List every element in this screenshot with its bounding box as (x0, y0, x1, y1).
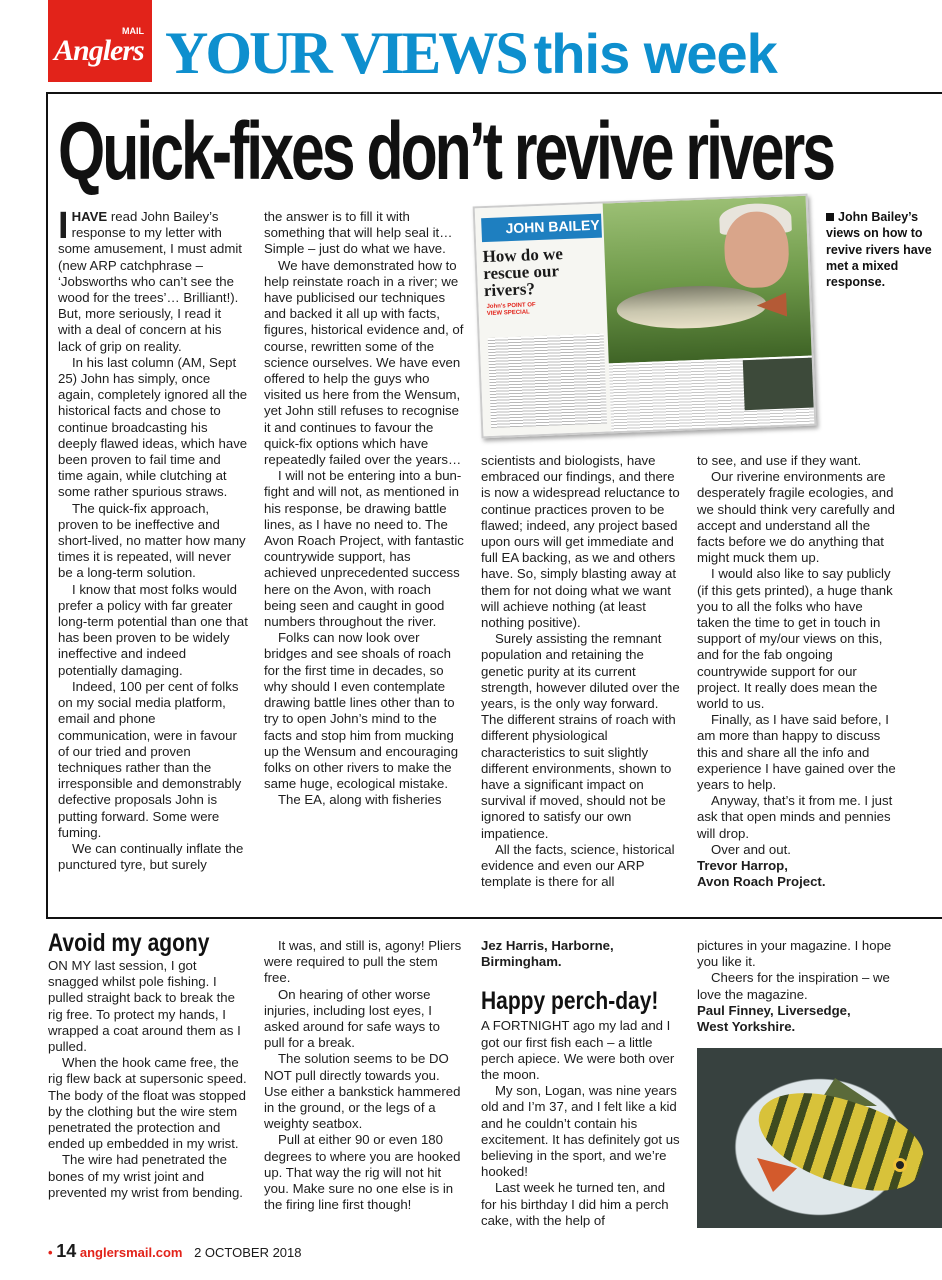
logo-mail-text: MAIL (122, 26, 144, 36)
letter2-column-2 (264, 938, 464, 1213)
magazine-thumbnail (743, 358, 815, 411)
letter3-column-1 (481, 938, 681, 1229)
perch-fin (757, 1158, 797, 1192)
letter1-paragraph: to see, and use if they want. (697, 453, 862, 468)
letter1-signature-org: Avon Roach Project. (697, 874, 826, 890)
point-of-view-label: John’s POINT OF VIEW SPECIAL (486, 302, 536, 318)
letter1-paragraph: We can continually inflate the punctured tyre, but surely (58, 840, 244, 873)
footer-site-link[interactable]: anglersmail.com (79, 1245, 183, 1260)
letter2-signature-name: Jez Harris, Harborne, (481, 938, 614, 953)
letter2-column-1 (48, 928, 248, 1201)
letter3-paragraph: A FORTNIGHT ago my lad and I got our first fish each – a little perch apiece. We were both over the moon. (481, 1018, 675, 1083)
letter1-paragraph: IHAVE read John Bailey’s response to my letter with some amusement, I must admit (new ARP catchphrase – ‘Jobsworths who can’t see the wood for the trees’… Brilliant!). But, more seriously, I read it with a deal of concern at his lack of grip on reality. (58, 205, 242, 354)
perch-cake-photo (697, 1048, 942, 1228)
letter1-paragraph: Folks can now look over bridges and see shoals of roach for the first time in decades, so why should I even contemplate drawing battle lines other than to try to open John’s mind to the facts and stop him from mucking up the Wensum and encouraging folks on other rivers to make the same huge, ecological mistake. (264, 630, 459, 792)
page-number: 14 (56, 1241, 77, 1261)
letter1-signature-name: Trevor Harrop, (697, 858, 788, 874)
letter1-paragraph: In his last column (AM, Sept 25) John has simply, once again, completely ignored all the historical facts and chose to continue broadcasting his deeply flawed ideas, which have been proven to fail time and time again, while clutching at some rather spurious straws. (58, 354, 248, 500)
letter1-paragraph: Surely assisting the remnant population and retaining the genetic purity at its current strength, however diluted over the years, is the only way forward. The different strains of roach with different physiological characteristics to suit slightly different environments, shown to have a significant impact on survival if moved, should not be ignored to satisfy our own impatience. (481, 631, 680, 841)
letter1-column-1 (58, 205, 248, 873)
letter1-paragraph: I know that most folks would prefer a policy with far greater long-term potential than one that has been proven to be widely ineffective and indeed potentially damaging. (58, 581, 248, 678)
letter2-paragraph: On hearing of other worse injuries, including lost eyes, I asked around for safe ways to pull for a break. (264, 986, 440, 1051)
letter1-column-2 (264, 209, 464, 809)
anglers-mail-logo (48, 0, 152, 82)
letter2-paragraph: Pull at either 90 or even 180 degrees to where you are hooked up. That way the rig will not hit you. Make sure no one else is in the firing line first though! (264, 1132, 461, 1213)
letter2-signature-place: Birmingham. (481, 954, 562, 970)
letter3-signature-place: West Yorkshire. (697, 1019, 796, 1035)
letter3-paragraph: pictures in your magazine. I hope you like it. (697, 938, 892, 970)
banner-your-views: YOUR VIEWS (165, 20, 526, 86)
main-headline: Quick-fixes don’t revive rivers (58, 106, 834, 197)
letter2-title: Avoid my agony (48, 929, 210, 957)
letter1-paragraph: The quick-fix approach, proven to be ineffective and short-lived, no matter how many times it is repeated, will never be a long-term solution. (58, 500, 246, 581)
footer-bullet: • (48, 1245, 53, 1260)
section-banner (165, 22, 777, 85)
john-bailey-photo (473, 194, 817, 439)
letter1-paragraph: Over and out. (711, 841, 791, 857)
letter1-paragraph: Finally, as I have said before, I am more than happy to discuss this and share all the info and experience I have gained over the years to help. (697, 712, 896, 793)
letter3-paragraph: My son, Logan, was nine years old and I’m 37, and I felt like a kid and he couldn’t contain his excitement. It has definitely got us believing in the sport, and we’re hooked! (481, 1083, 680, 1180)
magazine-text-lines (488, 334, 607, 428)
drop-cap: I (58, 205, 69, 247)
letter3-title: Happy perch-day! (481, 987, 659, 1016)
letter2-paragraph: The wire had penetrated the bones of my wrist joint and prevented my wrist from bending. (48, 1152, 243, 1200)
letter1-column-4 (697, 453, 897, 890)
magazine-headline: How do we rescue our rivers? (482, 244, 564, 301)
letter3-column-2 (697, 938, 897, 1035)
letter1-paragraph: scientists and biologists, have embraced our findings, and there is now a widespread reluctance to continue practices proven to be flawed; indeed, any project based upon ours will get immediate and full EA backing, as we and others have. So, simply blasting away at them for not doing what we want will achieve nothing (at least nothing positive). (481, 453, 680, 631)
letter1-paragraph: Indeed, 100 per cent of folks on my social media platform, email and phone communication, were in favour of our tried and proven techniques rather than the irresponsible and demonstrably defective proposals John is putting forward. Some were fuming. (58, 678, 242, 840)
letter3-signature-name: Paul Finney, Liversedge, (697, 1002, 851, 1018)
logo-brand-text: Anglers (54, 34, 144, 67)
caption-square-icon (826, 213, 834, 221)
banner-this-week: this week (533, 22, 777, 85)
letter1-paragraph: Anyway, that’s it from me. I just ask that open minds and pennies will drop. (697, 793, 893, 841)
footer-date: 2 OCTOBER 2018 (194, 1245, 302, 1260)
letter1-paragraph: I will not be entering into a bun-fight and will not, as mentioned in his response, be drawing battle lines, as I have no need to. The Avon Roach Project, with fantastic countrywide support, has achieved unprecedented success here on the Avon, with roach being seen and caught in good numbers throughout the river. (264, 468, 464, 630)
letter2-paragraph: The solution seems to be DO NOT pull directly towards you. Use either a bankstick hammered in the ground, or the legs of a weighty seatbox. (264, 1051, 461, 1132)
page-footer (48, 1241, 302, 1262)
letter1-paragraph: I would also like to say publicly (if this gets printed), a huge thank you to all the folks who have taken the time to get in touch in support of my/our views on this, and for the fab ongoing countrywide support for our project. It really does mean the world to us. (697, 566, 893, 712)
letter1-paragraph: All the facts, science, historical evidence and even our ARP template is there for all (481, 841, 675, 890)
letter3-paragraph: Cheers for the inspiration – we love the magazine. (697, 970, 890, 1002)
letter2-paragraph: It was, and still is, agony! Pliers were required to pull the stem free. (264, 938, 462, 986)
letter1-column-3 (481, 453, 681, 890)
letter1-paragraph: We have demonstrated how to help reinstate roach in a river; we have publicised our techniques and backed it all up with facts, figures, historical evidence and, of course, rewritten some of the science ourselves. We have even offered to help the guys who visited us here from the Wensum, yet John still refuses to recognise it and continues to favour the quick-fix options which have repeatedly failed over the years… (264, 257, 464, 468)
letter1-paragraph: The EA, along with fisheries (278, 792, 442, 808)
lead-word: HAVE (71, 209, 108, 224)
letter2-paragraph: When the hook came free, the rig flew back at supersonic speed. The body of the float was stopped by the clothing but the wire stem penetrated the protection and ended up embedded in my wrist. (48, 1055, 247, 1152)
letter1-paragraph: the answer is to fill it with something that will help seal it… Simple – just do what we have. (264, 209, 453, 257)
perch-eye (893, 1158, 907, 1172)
letter1-paragraph: Our riverine environments are desperately fragile ecologies, and we should think very carefully and accept and understand all the facts before we do anything that might muck them up. (697, 469, 895, 566)
letter2-paragraph: ON MY last session, I got snagged whilst pole fishing. I pulled straight back to break the rig free. To protect my hands, I wrapped a coat around them as I pulled. (48, 958, 241, 1055)
angler-face (723, 210, 790, 288)
letter3-paragraph: Last week he turned ten, and for his birthday I did him a perch cake, with the help of (481, 1180, 669, 1228)
photo-caption: John Bailey’s views on how to revive rivers have met a mixed response. (826, 210, 932, 290)
john-bailey-tag: JOHN BAILEY (481, 214, 602, 243)
